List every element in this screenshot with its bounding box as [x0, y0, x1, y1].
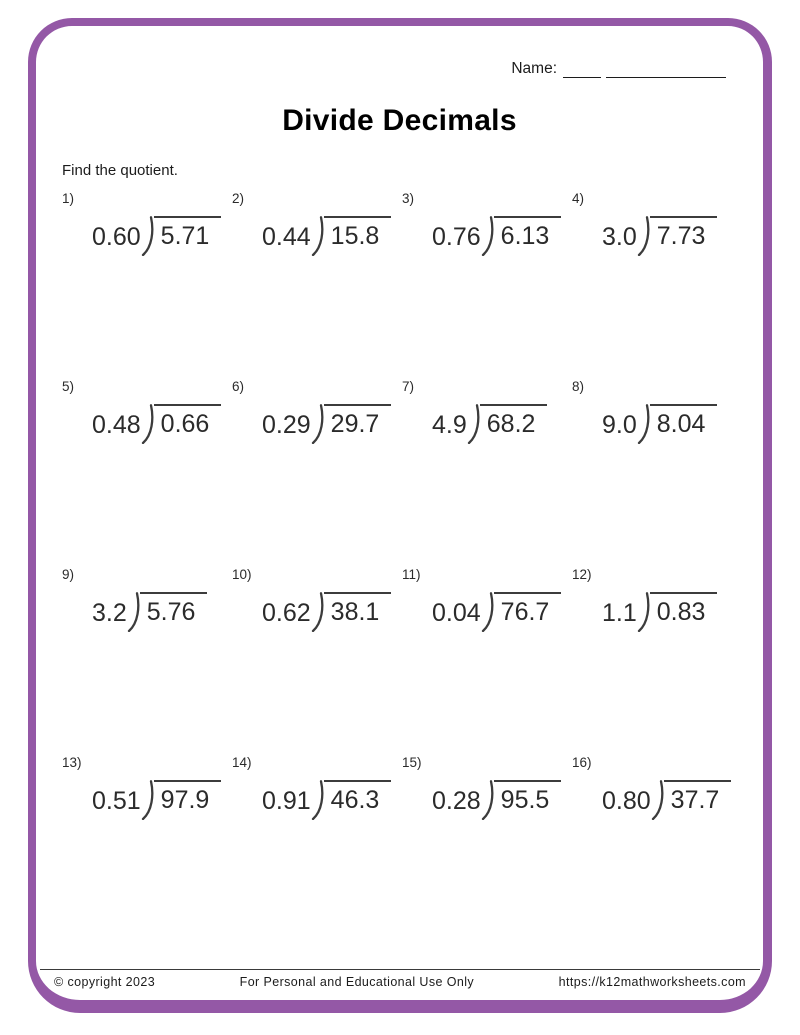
dividend: 5.76 — [140, 592, 208, 628]
division-bracket-icon — [311, 780, 325, 820]
name-label: Name: — [511, 60, 557, 77]
division-expression — [62, 780, 232, 820]
problem-number: 9) — [62, 567, 75, 582]
divisor: 9.0 — [602, 411, 637, 439]
problem-number: 6) — [232, 379, 245, 394]
dividend: 6.13 — [494, 216, 562, 252]
divisor: 0.51 — [92, 787, 141, 815]
divisor: 0.04 — [432, 599, 481, 627]
division-expression — [232, 780, 402, 820]
division-bracket-icon — [637, 216, 651, 256]
divisor: 0.80 — [602, 787, 651, 815]
name-blank-line — [563, 60, 601, 78]
footer-row — [40, 975, 760, 989]
problem-cell — [402, 191, 572, 263]
problem-number: 16) — [572, 755, 592, 770]
divisor: 0.48 — [92, 411, 141, 439]
problem-number: 1) — [62, 191, 75, 206]
problem-number: 11) — [402, 567, 421, 582]
division-expression — [232, 216, 402, 256]
division-expression — [402, 592, 572, 632]
dividend: 95.5 — [494, 780, 562, 816]
division-bracket-icon — [141, 404, 155, 444]
problem-number: 5) — [62, 379, 75, 394]
division-bracket-icon — [481, 780, 495, 820]
dividend: 76.7 — [494, 592, 562, 628]
division-bracket-icon — [637, 592, 651, 632]
problem-number: 3) — [402, 191, 415, 206]
dividend: 37.7 — [664, 780, 732, 816]
problem-cell — [62, 567, 232, 639]
division-expression — [62, 216, 232, 256]
division-bracket-icon — [311, 592, 325, 632]
division-bracket-icon — [481, 592, 495, 632]
dividend: 38.1 — [324, 592, 392, 628]
problem-cell — [62, 191, 232, 263]
division-expression — [232, 404, 402, 444]
problem-number: 8) — [572, 379, 585, 394]
division-expression — [402, 216, 572, 256]
problem-number: 7) — [402, 379, 415, 394]
problem-cell — [232, 567, 402, 639]
dividend: 29.7 — [324, 404, 392, 440]
division-bracket-icon — [311, 404, 325, 444]
divisor: 0.76 — [432, 223, 481, 251]
problem-cell — [572, 567, 742, 639]
division-expression — [232, 592, 402, 632]
division-bracket-icon — [141, 216, 155, 256]
division-expression — [62, 592, 232, 632]
problem-cell — [402, 755, 572, 827]
division-expression — [402, 780, 572, 820]
division-bracket-icon — [467, 404, 481, 444]
instructions-text: Find the quotient. — [62, 162, 178, 179]
division-bracket-icon — [651, 780, 665, 820]
problem-cell — [232, 755, 402, 827]
problem-cell — [232, 191, 402, 263]
divisor: 0.44 — [262, 223, 311, 251]
footer-usage-text: For Personal and Educational Use Only — [239, 975, 475, 989]
problem-cell — [402, 379, 572, 451]
divisor: 0.29 — [262, 411, 311, 439]
divisor: 4.9 — [432, 411, 467, 439]
dividend: 0.66 — [154, 404, 222, 440]
division-bracket-icon — [127, 592, 141, 632]
page-title: Divide Decimals — [282, 104, 517, 137]
footer-url: https://k12mathworksheets.com — [558, 975, 746, 989]
name-row — [36, 58, 763, 78]
division-expression — [572, 216, 742, 256]
divisor: 3.0 — [602, 223, 637, 251]
dividend: 5.71 — [154, 216, 222, 252]
division-expression — [572, 780, 742, 820]
problem-cell — [62, 755, 232, 827]
problem-cell — [572, 755, 742, 827]
dividend: 68.2 — [480, 404, 548, 440]
problems-grid — [62, 191, 763, 827]
divisor: 1.1 — [602, 599, 637, 627]
footer — [40, 969, 760, 989]
divisor: 0.28 — [432, 787, 481, 815]
problem-number: 10) — [232, 567, 252, 582]
division-bracket-icon — [311, 216, 325, 256]
dividend: 97.9 — [154, 780, 222, 816]
division-expression — [572, 404, 742, 444]
problem-number: 12) — [572, 567, 592, 582]
problem-cell — [62, 379, 232, 451]
problem-number: 4) — [572, 191, 585, 206]
name-blank-line — [606, 60, 726, 78]
problem-number: 2) — [232, 191, 245, 206]
division-expression — [572, 592, 742, 632]
dividend: 8.04 — [650, 404, 718, 440]
problem-cell — [572, 191, 742, 263]
dividend: 7.73 — [650, 216, 718, 252]
divisor: 3.2 — [92, 599, 127, 627]
divisor: 0.62 — [262, 599, 311, 627]
problem-cell — [232, 379, 402, 451]
dividend: 0.83 — [650, 592, 718, 628]
problem-number: 15) — [402, 755, 422, 770]
division-bracket-icon — [481, 216, 495, 256]
division-expression — [62, 404, 232, 444]
division-bracket-icon — [141, 780, 155, 820]
divisor: 0.60 — [92, 223, 141, 251]
dividend: 15.8 — [324, 216, 392, 252]
problem-number: 14) — [232, 755, 252, 770]
problem-cell — [402, 567, 572, 639]
dividend: 46.3 — [324, 780, 392, 816]
divisor: 0.91 — [262, 787, 311, 815]
division-expression — [402, 404, 572, 444]
problem-number: 13) — [62, 755, 82, 770]
footer-copyright: © copyright 2023 — [54, 975, 156, 989]
division-bracket-icon — [637, 404, 651, 444]
worksheet-content — [36, 26, 763, 999]
problem-cell — [572, 379, 742, 451]
